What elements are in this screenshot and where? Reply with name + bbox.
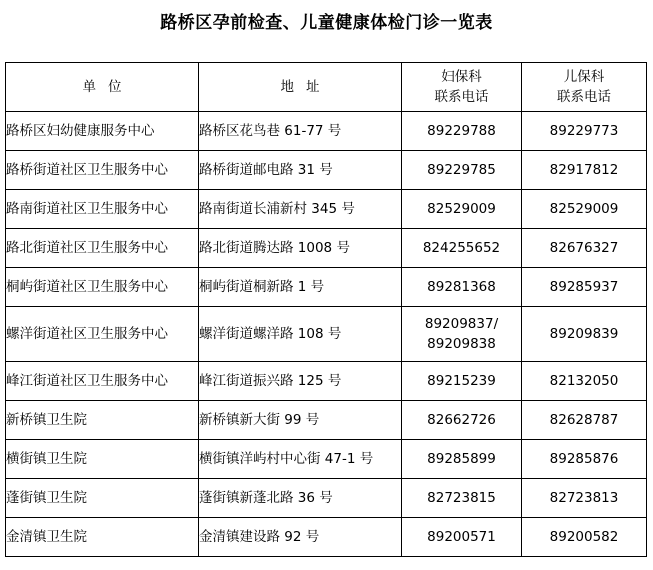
header-maternal-phone — [402, 63, 522, 112]
header-child-dept: 儿保科 — [563, 69, 605, 85]
table-row — [6, 307, 647, 362]
maternal-phone-cell — [402, 401, 522, 440]
table-row — [6, 229, 647, 268]
maternal-phone-cell — [402, 479, 522, 518]
maternal-phone-number: 89281368 — [427, 279, 496, 295]
child-phone-cell: 89285937 — [522, 268, 647, 307]
address-cell: 横街镇洋屿村中心街 47-1 号 — [199, 440, 402, 479]
table-row — [6, 151, 647, 190]
child-phone-cell: 89285876 — [522, 440, 647, 479]
child-phone-cell: 82676327 — [522, 229, 647, 268]
table-row — [6, 440, 647, 479]
address-cell: 峰江街道振兴路 125 号 — [199, 362, 402, 401]
address-cell: 蓬街镇新蓬北路 36 号 — [199, 479, 402, 518]
maternal-phone-number: 89229785 — [427, 162, 496, 178]
maternal-phone-number: 89215239 — [427, 373, 496, 389]
header-unit: 单位 — [6, 63, 199, 112]
child-phone-cell: 89229773 — [522, 112, 647, 151]
maternal-phone-cell — [402, 440, 522, 479]
page-title: 路桥区孕前检查、儿童健康体检门诊一览表 — [160, 13, 493, 33]
maternal-phone-cell — [402, 268, 522, 307]
address-cell: 新桥镇新大街 99 号 — [199, 401, 402, 440]
address-cell: 路南街道长浦新村 345 号 — [199, 190, 402, 229]
table-row — [6, 518, 647, 557]
child-phone-cell: 82132050 — [522, 362, 647, 401]
child-phone-cell: 89209839 — [522, 307, 647, 362]
unit-cell: 路桥区妇幼健康服务中心 — [6, 112, 199, 151]
address-cell: 路北街道腾达路 1008 号 — [199, 229, 402, 268]
maternal-phone-cell — [402, 229, 522, 268]
table-row — [6, 362, 647, 401]
address-cell: 路桥街道邮电路 31 号 — [199, 151, 402, 190]
unit-cell: 路桥街道社区卫生服务中心 — [6, 151, 199, 190]
maternal-phone-cell — [402, 518, 522, 557]
table-row — [6, 401, 647, 440]
header-child-phone — [522, 63, 647, 112]
maternal-phone-number: 82662726 — [427, 412, 496, 428]
address-cell: 金清镇建设路 92 号 — [199, 518, 402, 557]
maternal-phone-cell — [402, 362, 522, 401]
child-phone-cell: 82723813 — [522, 479, 647, 518]
header-maternal-tel-label: 联系电话 — [434, 89, 489, 105]
maternal-phone-cell — [402, 190, 522, 229]
maternal-phone-number: 89209838 — [427, 336, 496, 352]
header-maternal-dept: 妇保科 — [441, 69, 482, 85]
maternal-phone-cell — [402, 151, 522, 190]
header-child-tel-label: 联系电话 — [557, 89, 611, 105]
child-phone-cell: 82529009 — [522, 190, 647, 229]
maternal-phone-number: 82723815 — [427, 490, 496, 506]
maternal-phone-cell — [402, 307, 522, 362]
table-row — [6, 190, 647, 229]
unit-cell: 峰江街道社区卫生服务中心 — [6, 362, 199, 401]
table-row — [6, 112, 647, 151]
header-row — [6, 63, 647, 112]
header-address: 地址 — [199, 63, 402, 112]
address-cell: 路桥区花鸟巷 61-77 号 — [199, 112, 402, 151]
maternal-phone-number: 89285899 — [427, 451, 496, 467]
maternal-phone-number: 824255652 — [422, 240, 501, 256]
maternal-phone-number: 82529009 — [427, 201, 496, 217]
child-phone-cell: 89200582 — [522, 518, 647, 557]
unit-cell: 新桥镇卫生院 — [6, 401, 199, 440]
unit-cell: 横街镇卫生院 — [6, 440, 199, 479]
maternal-phone-number: 89200571 — [427, 529, 496, 545]
child-phone-cell: 82628787 — [522, 401, 647, 440]
address-cell: 螺洋街道螺洋路 108 号 — [199, 307, 402, 362]
unit-cell: 桐屿街道社区卫生服务中心 — [6, 268, 199, 307]
unit-cell: 路南街道社区卫生服务中心 — [6, 190, 199, 229]
child-phone-cell: 82917812 — [522, 151, 647, 190]
table-row — [6, 479, 647, 518]
maternal-phone-number: 89229788 — [427, 123, 496, 139]
address-cell: 桐屿街道桐新路 1 号 — [199, 268, 402, 307]
maternal-phone-number: 89209837/ — [424, 316, 499, 332]
unit-cell: 路北街道社区卫生服务中心 — [6, 229, 199, 268]
maternal-phone-cell — [402, 112, 522, 151]
unit-cell: 金清镇卫生院 — [6, 518, 199, 557]
clinic-table — [5, 62, 647, 557]
unit-cell: 螺洋街道社区卫生服务中心 — [6, 307, 199, 362]
table-row — [6, 268, 647, 307]
unit-cell: 蓬街镇卫生院 — [6, 479, 199, 518]
